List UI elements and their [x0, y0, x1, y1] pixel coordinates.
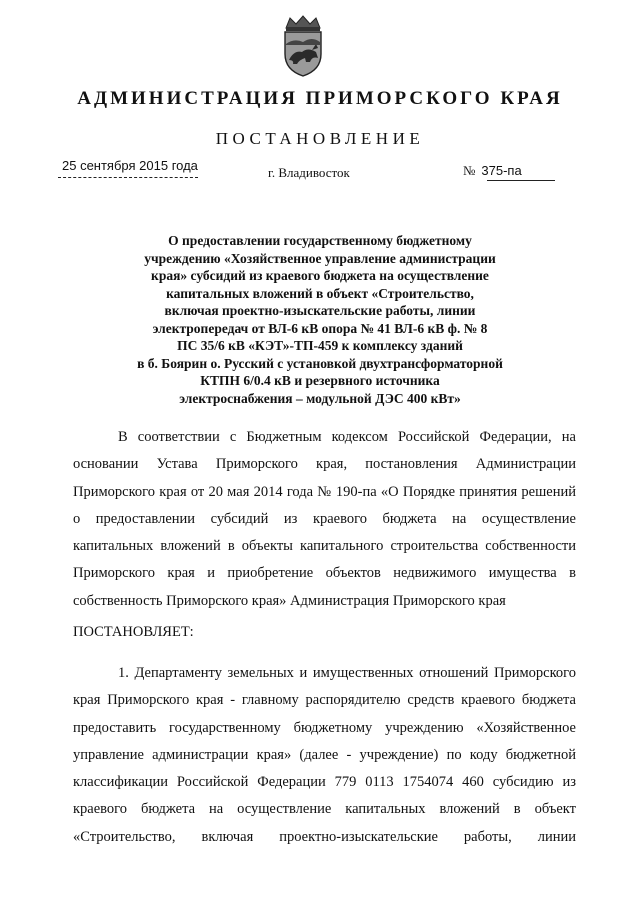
paragraph-item-1	[73, 660, 576, 851]
document-date: 25 сентября 2015 года	[62, 158, 198, 173]
paragraph-line: управление администрации края» (далее - учреждение) по коду бюджетной	[73, 746, 576, 763]
organization-title: АДМИНИСТРАЦИЯ ПРИМОРСКОГО КРАЯ	[77, 88, 563, 109]
document-type: ПОСТАНОВЛЕНИЕ	[215, 129, 425, 148]
paragraph-line: «Строительство, включая проектно-изыскательские работы, линии	[73, 828, 576, 845]
document-city: г. Владивосток	[268, 165, 350, 180]
subject-line: учреждению «Хозяйственное управление администрации	[144, 250, 496, 266]
subject-line: КТПН 6/0.4 кВ и резервного источника	[200, 373, 440, 388]
subject-line: О предоставлении государственному бюджетному	[168, 233, 472, 248]
paragraph-line: Приморского края и приобретение объектов недвижимого имущества в	[73, 565, 576, 582]
subject-line: ПС 35/6 кВ «КЭТ»-ТП-459 к комплексу зданий	[177, 338, 463, 353]
paragraph-line: 1. Департаменту земельных и имущественных отношений Приморского	[118, 665, 576, 681]
subject-line: электроснабжения – модульной ДЭС 400 кВт»	[179, 390, 461, 406]
paragraph-line: края Приморского края - главному распорядителю средств краевого бюджета	[73, 692, 576, 709]
number-sign: №	[463, 163, 476, 178]
paragraph-line: капитальных вложений в объекты капитального строительства собственности	[73, 538, 576, 555]
subject-line: электропередач от ВЛ-6 кВ опора № 41 ВЛ-6 кВ ф. № 8	[152, 320, 488, 336]
paragraph-line: основании Устава Приморского края, постановления Администрации	[73, 456, 576, 473]
paragraph-basis	[73, 424, 576, 615]
primorsky-coat-of-arms-icon	[272, 14, 334, 78]
date-underline	[58, 177, 198, 178]
subject-line: в б. Боярин о. Русский с установкой двухтрансформаторной	[137, 355, 503, 371]
number-underline	[487, 180, 555, 181]
paragraph-line: краевого бюджета на осуществление капитальных вложений в объект	[73, 801, 576, 818]
document-subject	[100, 232, 540, 407]
paragraph-line: о предоставлении субсидий из краевого бюджета на осуществление	[73, 510, 576, 527]
number-value: 375-па	[481, 163, 522, 178]
subject-line: включая проектно-изыскательские работы, линии	[164, 303, 476, 318]
paragraph-line: предоставить государственному бюджетному учреждению «Хозяйственное	[73, 719, 576, 736]
subject-line: капитальных вложений в объект «Строительство,	[166, 285, 474, 301]
paragraph-line: собственность Приморского края» Администрация Приморского края	[73, 592, 506, 609]
decree-word: ПОСТАНОВЛЯЕТ:	[73, 624, 194, 640]
paragraph-line: Приморского края от 20 мая 2014 года № 190-па «О Порядке принятия решений	[73, 483, 576, 500]
document-number	[463, 163, 522, 179]
subject-line: края» субсидий из краевого бюджета на осуществление	[151, 268, 489, 283]
paragraph-line: классификации Российской Федерации 779 0113 1754074 460 субсидию из	[73, 774, 576, 791]
paragraph-line: В соответствии с Бюджетным кодексом Российской Федерации, на	[118, 429, 576, 445]
